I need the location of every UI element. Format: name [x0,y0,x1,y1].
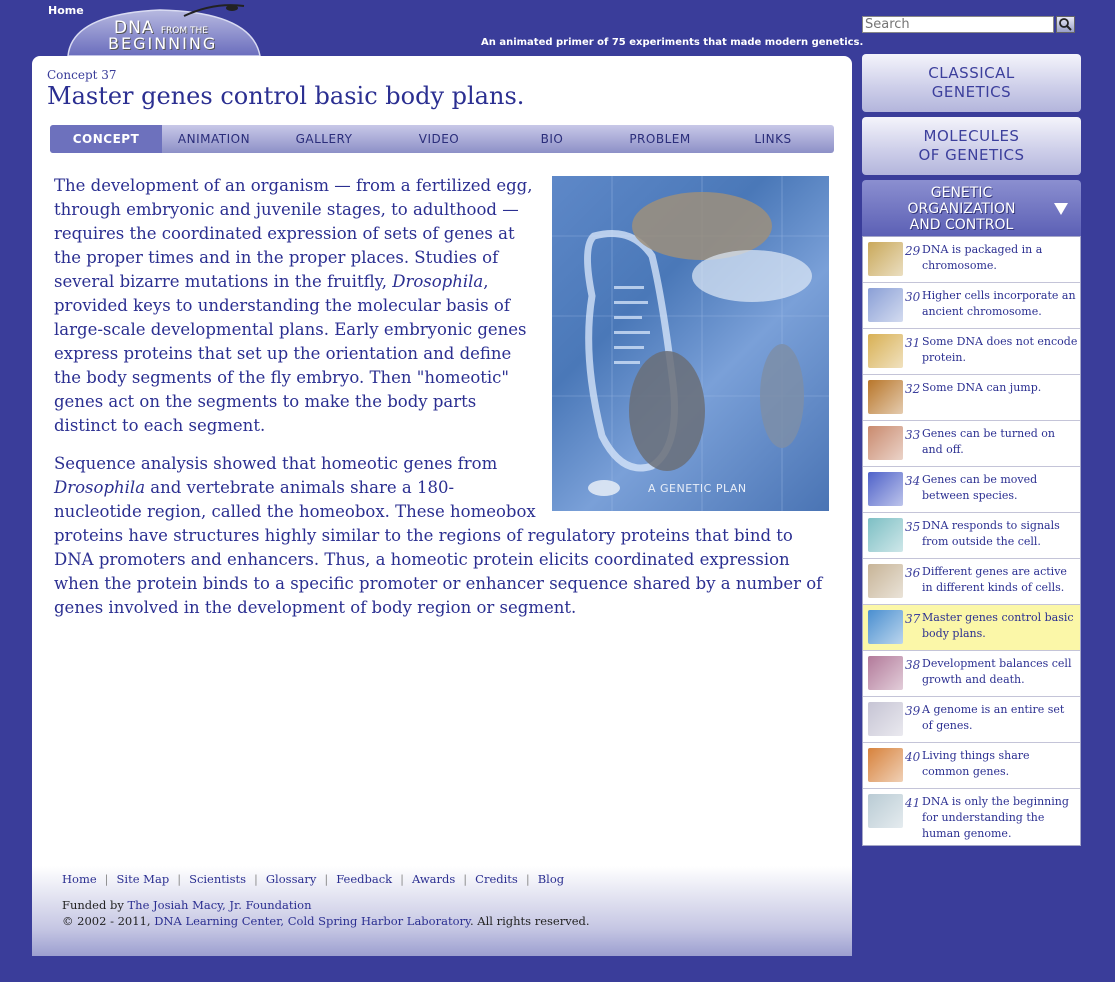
section-classical-genetics[interactable] [862,54,1081,112]
section-label-line2: ORGANIZATION [907,201,1016,217]
concept-item-33[interactable] [863,421,1080,467]
section-label-line2: GENETICS [931,83,1012,101]
concept-label: Higher cells incorporate an ancient chromosome. [922,289,1076,318]
concept-item-34[interactable] [863,467,1080,513]
concept-list [862,236,1081,846]
macy-foundation-link[interactable]: The Josiah Macy, Jr. Foundation [127,898,312,912]
concept-thumbnail [868,426,903,460]
concept-label: Some DNA can jump. [922,381,1042,394]
tagline: An animated primer of 75 experiments that made modern genetics. [481,37,864,48]
funded-by-text: Funded by [62,898,128,912]
dna-learning-center-link[interactable]: DNA Learning Center, Cold Spring Harbor Laboratory [154,914,470,928]
footer-separator: | [324,872,329,886]
concept-number: 33 [905,428,921,442]
concept-label: Living things share common genes. [922,749,1030,778]
concept-thumbnail [868,242,903,276]
concept-number: 31 [905,336,921,350]
concept-label: Some DNA does not encode protein. [922,335,1078,364]
section-genetic-organization[interactable] [862,180,1081,236]
concept-number: 30 [905,290,921,304]
paragraph-1-part-2: , provided keys to understanding the molecular basis of large-scale developmental plans. Early embryonic genes express proteins that set up the orientation and define the body segments of the fly embryo. Then "homeotic" genes act on the segments to make the body parts distinct to each segment. [54,272,527,435]
concept-thumbnail [868,610,903,644]
drosophila-term: Drosophila [54,478,146,497]
paragraph-1-part-1: The development of an organism — from a fertilized egg, through embryonic and juvenile stages, to adulthood — requires the coordinated expression of sets of genes at the proper times and in the proper places. Studies of several bizarre mutations in the fruitfly, [54,176,533,291]
concept-label: Development balances cell growth and death. [922,657,1072,686]
footer-separator: | [104,872,109,886]
concept-number: 35 [905,520,921,534]
footer-separator: | [254,872,258,886]
concept-label: DNA is only the beginning for understanding the human genome. [922,795,1069,840]
search-icon [1057,17,1074,32]
dna-from-the-beginning-logo[interactable] [64,0,264,56]
concept-number: 29 [905,244,921,258]
concept-thumbnail [868,702,903,736]
concept-item-41[interactable] [863,789,1080,845]
concept-item-31[interactable] [863,329,1080,375]
concept-thumbnail [868,380,903,414]
footer-separator: | [463,872,468,886]
concept-number: 34 [905,474,921,488]
concept-label: Master genes control basic body plans. [922,611,1074,640]
concept-number: 40 [905,750,921,764]
search-button[interactable] [1056,16,1075,33]
concept-thumbnail [868,472,903,506]
section-label-line1: GENETIC [930,185,993,201]
concept-item-32[interactable] [863,375,1080,421]
footer-separator: | [525,872,530,886]
concept-thumbnail [868,748,903,782]
section-label-line3: AND CONTROL [909,217,1014,233]
concept-thumbnail [868,334,903,368]
footer-link-credits[interactable]: Credits [475,872,518,886]
expand-triangle-icon [1053,202,1069,216]
concept-item-39[interactable] [863,697,1080,743]
concept-thumbnail [868,518,903,552]
concept-label: Different genes are active in different kinds of cells. [922,565,1067,594]
tab-concept[interactable]: CONCEPT [50,125,162,153]
concept-number: 41 [905,796,921,810]
logo-from-the-text: FROM THE [160,26,208,36]
concept-item-37-current[interactable] [863,605,1080,651]
logo-dna-text: DNA [114,18,155,38]
footer-link-site-map[interactable]: Site Map [116,872,170,886]
concept-thumbnail [868,564,903,598]
footer-link-glossary[interactable]: Glossary [265,872,317,886]
concept-item-29[interactable] [863,237,1080,283]
concept-thumbnail [868,656,903,690]
logo-text-bottom: BEGINNING [108,34,218,53]
concept-number: 32 [905,382,921,396]
concept-thumbnail [868,288,903,322]
concept-number: 36 [905,566,921,580]
footer-link-scientists[interactable]: Scientists [189,872,246,886]
rights-reserved-text: . All rights reserved. [469,914,590,928]
copyright-years: © 2002 - 2011, [62,914,155,928]
section-molecules-of-genetics[interactable] [862,117,1081,175]
section-label-line1: CLASSICAL [928,64,1015,82]
concept-number: 39 [905,704,921,718]
tab-problem[interactable]: PROBLEM [629,132,691,146]
concept-item-30[interactable] [863,283,1080,329]
tab-links[interactable]: LINKS [754,132,792,146]
image-caption: A GENETIC PLAN [648,482,747,495]
funding-credit [62,898,312,912]
paragraph-2-part-1: Sequence analysis showed that homeotic genes from [54,454,498,473]
footer-link-home[interactable]: Home [62,872,97,886]
tab-video[interactable]: VIDEO [418,132,460,146]
copyright-notice [62,914,590,928]
concept-item-36[interactable] [863,559,1080,605]
genetic-plan-image [552,176,829,511]
concept-number: 38 [905,658,921,672]
concept-label: Genes can be turned on and off. [922,427,1055,456]
concept-thumbnail [868,794,903,828]
drosophila-term: Drosophila [392,272,484,291]
search-input[interactable] [862,16,1054,33]
concept-tab-bar [50,125,834,153]
footer-separator: | [177,872,182,886]
concept-label: DNA responds to signals from outside the cell. [922,519,1060,548]
tab-bio[interactable]: BIO [540,132,564,146]
concept-item-40[interactable] [863,743,1080,789]
blueprint-illustration [552,176,829,511]
concept-label: DNA is packaged in a chromosome. [922,243,1043,272]
home-link[interactable]: Home [48,4,84,17]
tab-gallery[interactable]: GALLERY [295,132,353,146]
footer-link-feedback[interactable]: Feedback [336,872,393,886]
concept-number: 37 [905,612,921,626]
footer-link-blog[interactable]: Blog [537,872,565,886]
concept-number: Concept 37 [47,68,117,82]
tab-animation[interactable]: ANIMATION [177,132,251,146]
concept-label: Genes can be moved between species. [922,473,1038,502]
concept-label: A genome is an entire set of genes. [922,703,1065,732]
section-label-line2: OF GENETICS [918,146,1025,164]
main-content-panel [32,56,852,956]
page-title: Master genes control basic body plans. [47,82,525,110]
section-label-line1: MOLECULES [923,127,1020,145]
footer-link-awards[interactable]: Awards [412,872,456,886]
concept-item-35[interactable] [863,513,1080,559]
footer-separator: | [400,872,405,886]
concept-item-38[interactable] [863,651,1080,697]
paragraph-2-part-2: and vertebrate animals share a 180-nucleotide region, called the homeobox. These homeobox proteins have structures highly similar to the regions of regulatory proteins that bind to DNA promoters and enhancers. Thus, a homeotic protein elicits coordinated expression when the protein binds to a specific promoter or enhancer sequence shared by a number of genes involved in the development of body region or segment. [54,478,823,617]
footer-navigation [62,872,564,886]
